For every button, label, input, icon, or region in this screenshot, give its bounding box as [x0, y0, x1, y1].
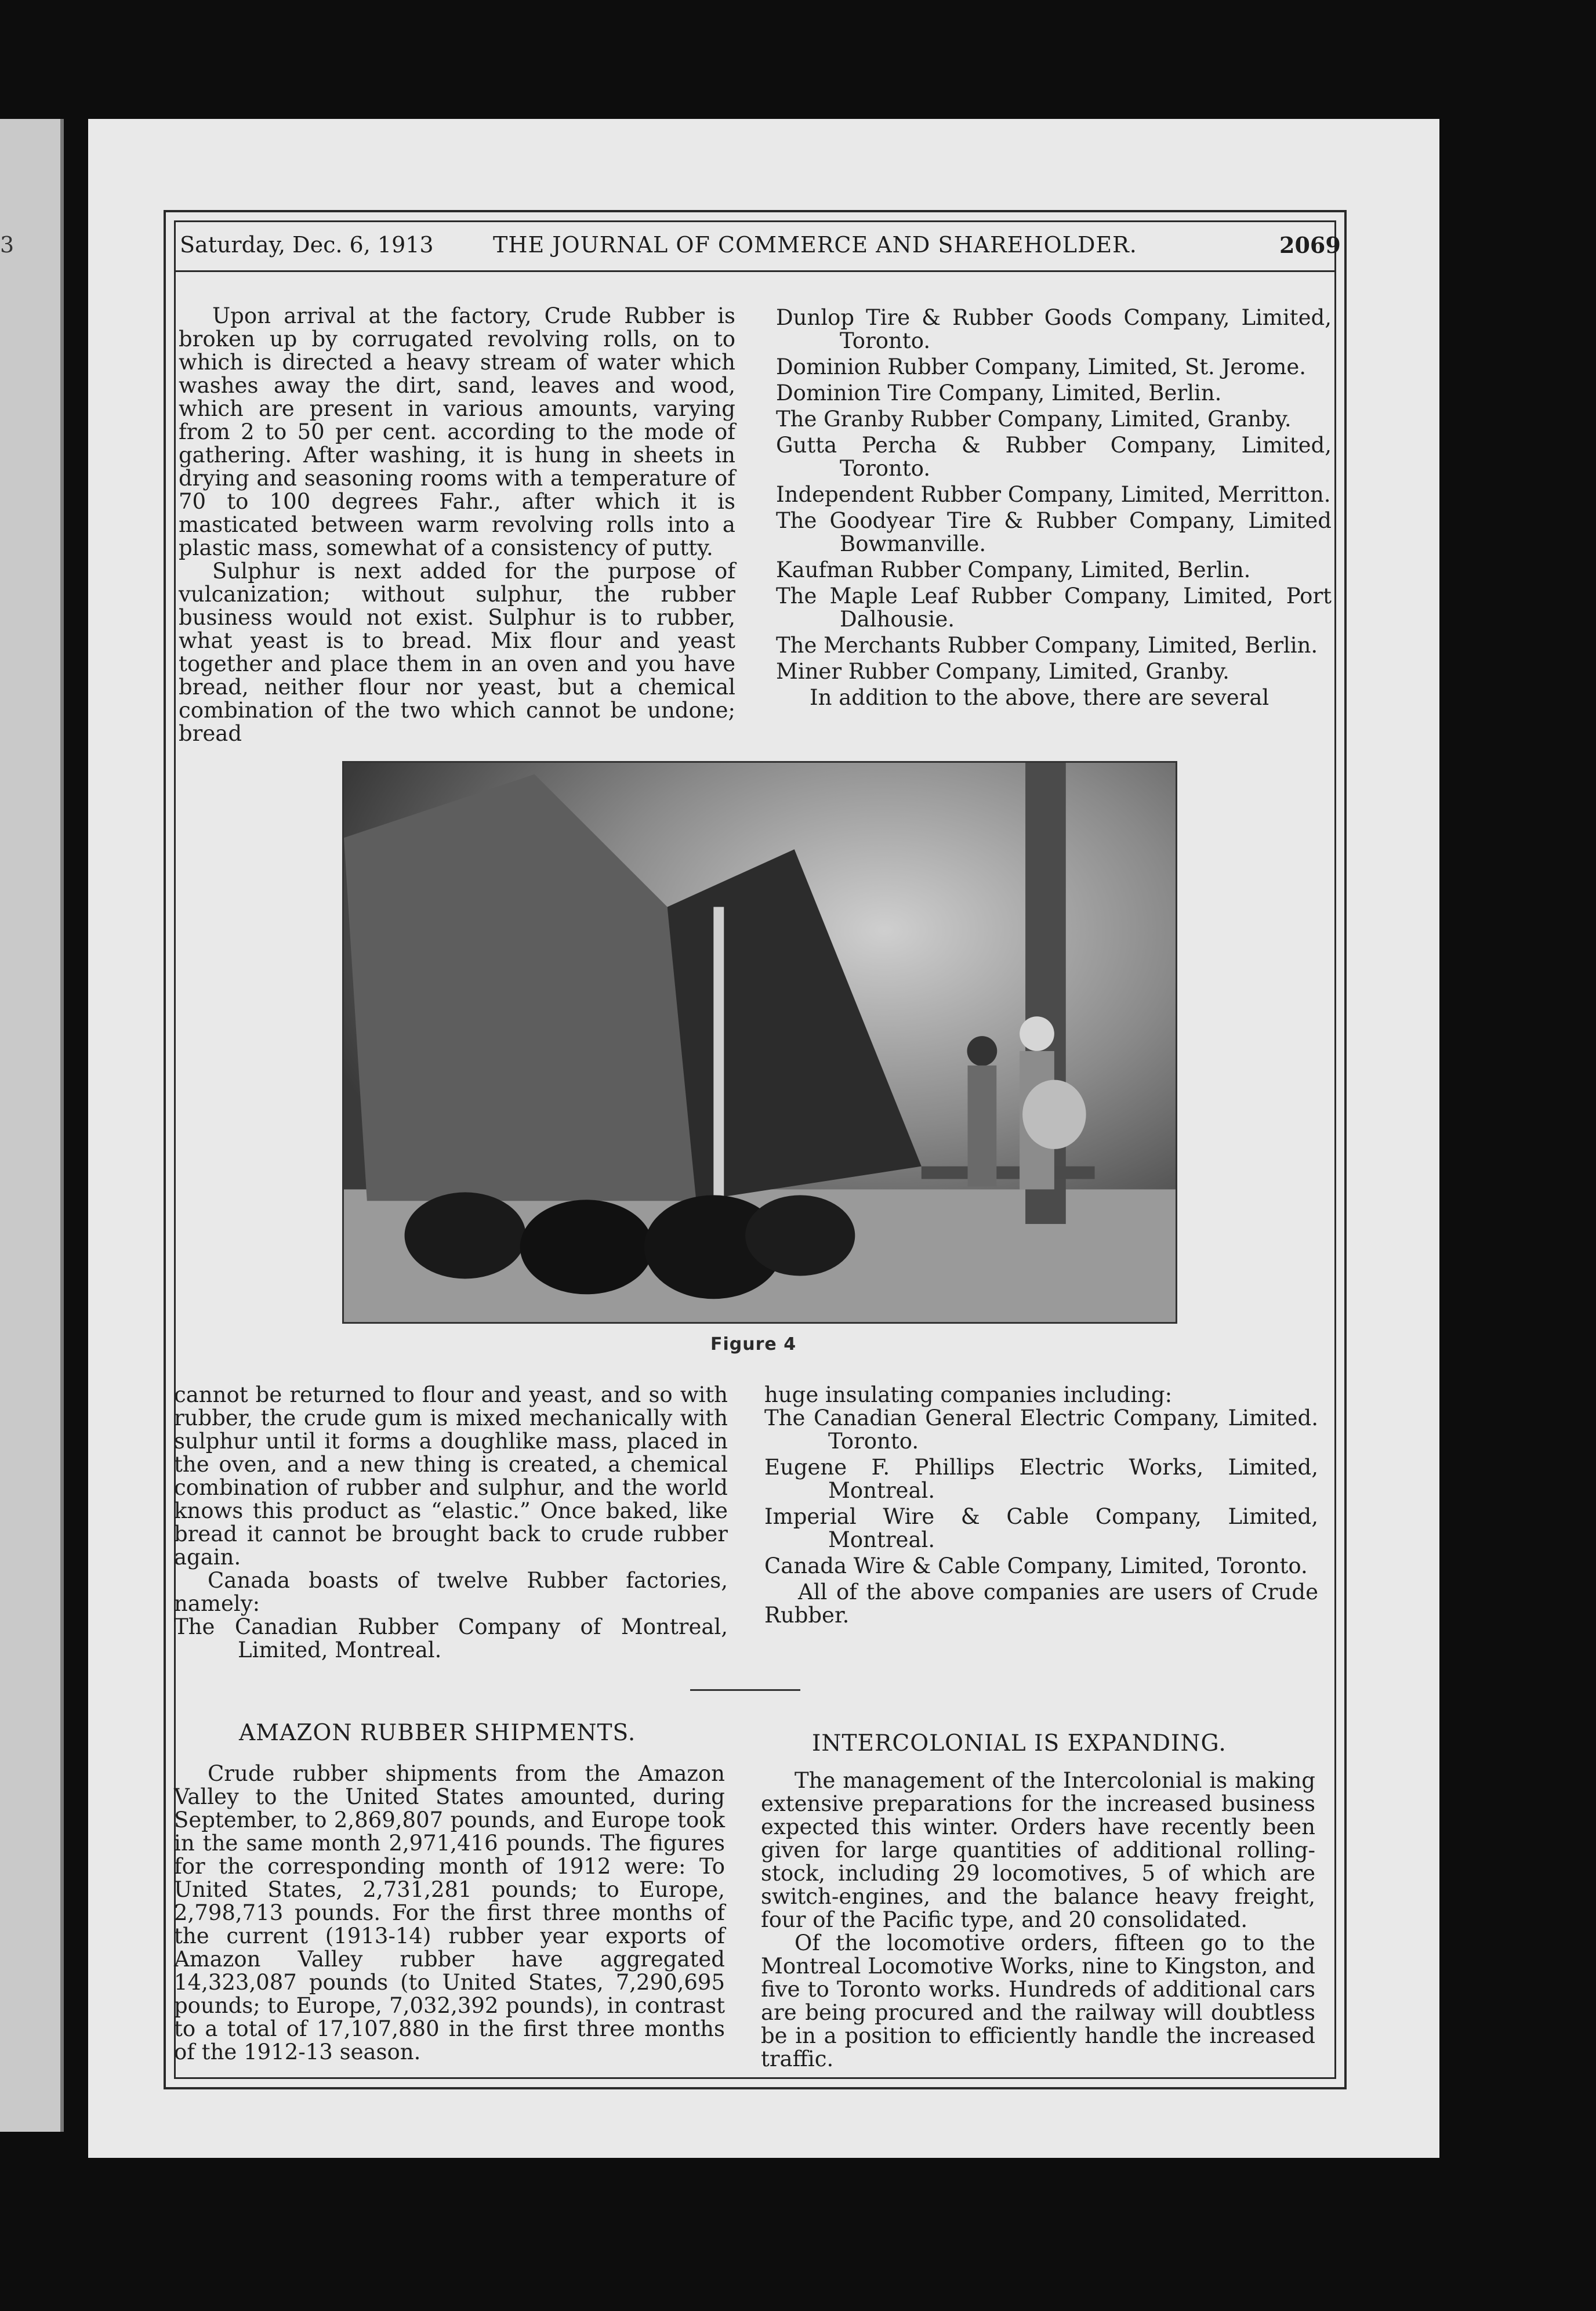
paragraph: In addition to the above, there are several — [810, 685, 1269, 710]
header-rule — [174, 270, 1336, 272]
article-amazon-body — [174, 1762, 725, 2064]
rubber-ball — [405, 1192, 526, 1278]
list-item: Independent Rubber Company, Limited, Merritton. — [776, 482, 1331, 507]
list-item: The Canadian Rubber Company of Montreal, Limited, Montreal. — [174, 1614, 728, 1662]
paragraph: All of the above companies are users of Crude Rubber. — [764, 1580, 1318, 1628]
figure-caption: Figure 4 — [710, 1334, 797, 1354]
adjacent-page-edge — [0, 119, 64, 2132]
list-item: The Canadian General Electric Company, Limited. Toronto. — [764, 1406, 1318, 1454]
paragraph: The management of the Intercolonial is making extensive preparations for the increased business expected this winter. Orders have recently been given for large quantities of additional rolling-stock, including 29 locomotives, 5 of which are switch-engines, and the balance heavy freight, four of the Pacific type, and 20 consolidated. — [761, 1768, 1315, 1932]
column-right-top — [776, 306, 1332, 709]
company-list — [174, 1615, 728, 1662]
page-spine — [60, 119, 64, 2132]
column-right-middle — [764, 1383, 1318, 1627]
paragraph: Canada boasts of twelve Rubber factories, namely: — [174, 1568, 728, 1616]
worker-figure — [968, 1066, 997, 1187]
rubber-ball — [520, 1200, 653, 1294]
rubber-ball — [1022, 1080, 1086, 1149]
list-item: The Merchants Rubber Company, Limited, Berlin. — [776, 633, 1318, 658]
page-number: 2069 — [1279, 232, 1341, 258]
journal-title: THE JOURNAL OF COMMERCE AND SHAREHOLDER. — [493, 232, 1137, 258]
paragraph: Upon arrival at the factory, Crude Rubber is broken up by corrugated revolving rolls, on to which is directed a heavy stream of water which washes away the dirt, sand, leaves and wood, which are present in various amounts, varying from 2 to 50 per cent. according to the mode of gathering. After washing, it is hung in sheets in drying and seasoning rooms with a temperature of 70 to 100 degrees Fahr., after which it is masticated between warm revolving rolls into a plastic mass, somewhat of a consistency of putty. — [179, 303, 735, 560]
paragraph: Crude rubber shipments from the Amazon Valley to the United States amounted, during September, to 2,869,807 pounds, and Europe took in the same month 2,971,416 pounds. The figures for the corresponding month of 1912 were: To United States, 2,731,281 pounds; to Europe, 2,798,713 pounds. For the first three months of the current (1913-14) rubber year exports of Amazon Valley rubber have aggregated 14,323,087 pounds (to United States, 7,290,695 pounds; to Europe, 7,032,392 pounds), in contrast to a total of 17,107,880 in the first three months of the 1912-13 season. — [174, 1761, 725, 2064]
list-item: Imperial Wire & Cable Company, Limited, Montreal. — [764, 1504, 1318, 1552]
paragraph: Sulphur is next added for the purpose of vulcanization; without sulphur, the rubber business would not exist. Sulphur is to rubber, what yeast is to bread. Mix flour and yeast together and place them in an oven and you have bread, neither flour nor yeast, but a chemical combination of the two which cannot be undone; bread — [179, 559, 735, 746]
company-list — [764, 1407, 1318, 1578]
paragraph: huge insulating companies including: — [764, 1382, 1173, 1407]
paragraph: Of the locomotive orders, fifteen go to the Montreal Locomotive Works, nine to Kingston, and five to Toronto works. Hundreds of additional cars are being procured and the railway will doubtless be in a position to efficiently handle the increased traffic. — [761, 1930, 1315, 2071]
work-bench — [922, 1167, 1095, 1179]
paragraph: cannot be returned to flour and yeast, and so with rubber, the crude gum is mixed mechanically with sulphur until it forms a doughlike mass, placed in the oven, and a new thing is created, a chemical combination of rubber and sulphur, and the world knows this product as “elastic.” Once baked, like bread it cannot be brought back to crude rubber again. — [174, 1382, 728, 1570]
list-item: Dunlop Tire & Rubber Goods Company, Limited, Toronto. — [776, 305, 1332, 353]
list-item: The Maple Leaf Rubber Company, Limited, Port Dalhousie. — [776, 584, 1332, 632]
worker-head — [967, 1036, 998, 1066]
list-item: The Goodyear Tire & Rubber Company, Limited Bowmanville. — [776, 508, 1332, 556]
list-item: Kaufman Rubber Company, Limited, Berlin. — [776, 557, 1251, 582]
issue-date: Saturday, Dec. 6, 1913 — [180, 232, 434, 258]
hut-pole — [713, 907, 724, 1212]
company-list — [776, 306, 1332, 683]
column-left-middle — [174, 1383, 728, 1665]
list-item: Canada Wire & Cable Company, Limited, Toronto. — [764, 1553, 1308, 1578]
list-item: Dominion Tire Company, Limited, Berlin. — [776, 381, 1222, 405]
list-item: Dominion Rubber Company, Limited, St. Jerome. — [776, 354, 1307, 379]
list-item: Eugene F. Phillips Electric Works, Limited, Montreal. — [764, 1455, 1318, 1503]
section-divider — [690, 1689, 800, 1691]
column-left-top — [179, 305, 735, 745]
article-intercolonial-body — [761, 1769, 1315, 2071]
list-item: Miner Rubber Company, Limited, Granby. — [776, 659, 1229, 684]
adjacent-page-fragment: 3 — [0, 232, 14, 258]
article-title: AMAZON RUBBER SHIPMENTS. — [239, 1720, 636, 1746]
figure-photograph — [342, 761, 1177, 1324]
worker-head — [1020, 1016, 1054, 1051]
rubber-ball — [745, 1195, 855, 1276]
list-item: The Granby Rubber Company, Limited, Granby. — [776, 407, 1292, 432]
article-title: INTERCOLONIAL IS EXPANDING. — [812, 1730, 1227, 1756]
list-item: Gutta Percha & Rubber Company, Limited, Toronto. — [776, 433, 1332, 481]
photo-illustration — [344, 763, 1176, 1322]
